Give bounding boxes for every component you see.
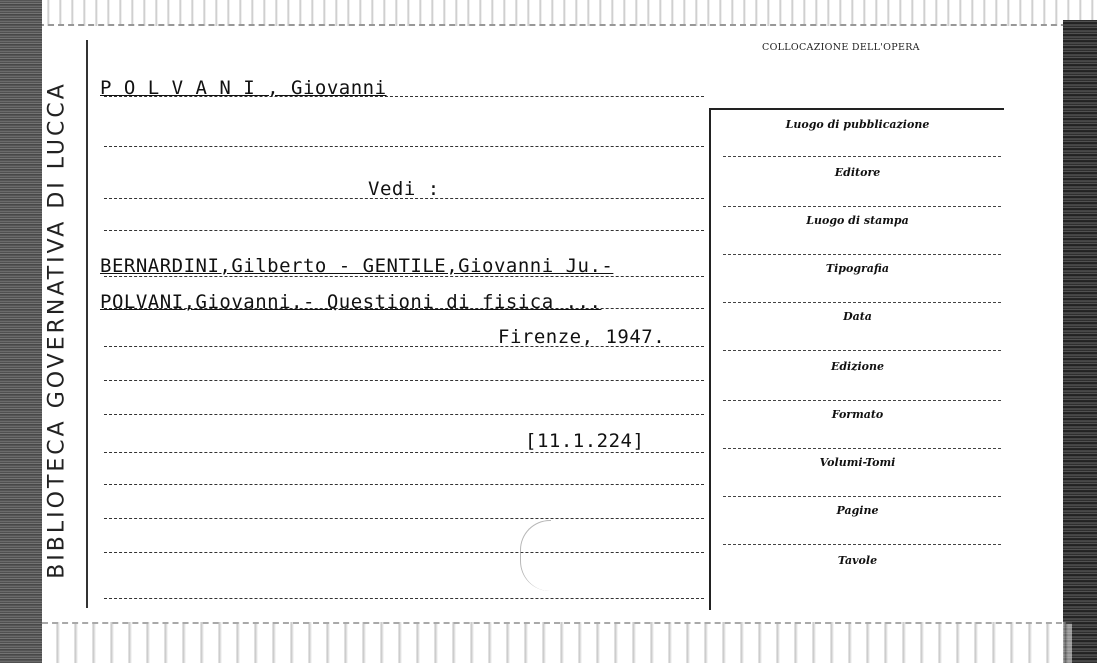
ruled-line: [104, 484, 704, 485]
ruled-line: [104, 230, 704, 231]
field-rule: [723, 302, 1001, 303]
margin-line: [86, 40, 88, 608]
scan-edge-top: [38, 0, 1097, 26]
collocation-heading: COLLOCAZIONE DELL'OPERA: [762, 42, 920, 53]
field-edition: Edizione: [830, 360, 884, 373]
scan-edge-right: [1063, 20, 1097, 663]
library-stamp: BIBLIOTECA GOVERNATIVA DI LUCCA: [44, 81, 70, 579]
field-rule: [723, 350, 1001, 351]
ruled-line: [104, 552, 704, 553]
reference-line-2: POLVANI,Giovanni.- Questioni di fisica ...: [100, 291, 602, 313]
ruled-line: [104, 518, 704, 519]
ruled-line: [104, 414, 704, 415]
ruled-line: [104, 598, 704, 599]
field-date: Data: [843, 310, 872, 323]
scan-edge-bottom: [42, 622, 1072, 663]
field-rule: [723, 544, 1001, 545]
see-reference: Vedi :: [368, 178, 440, 200]
field-rule: [723, 206, 1001, 207]
field-pages: Pagine: [836, 504, 879, 517]
field-rule: [723, 254, 1001, 255]
field-rule: [723, 448, 1001, 449]
ruled-line: [104, 380, 704, 381]
field-volumes: Volumi-Tomi: [819, 456, 896, 469]
field-place-of-publication: Luogo di pubblicazione: [785, 118, 930, 131]
reference-line-1: BERNARDINI,Gilberto - GENTILE,Giovanni Ju.-: [100, 255, 614, 277]
ruled-line: [104, 452, 704, 453]
field-rule: [723, 400, 1001, 401]
field-printer: Tipografia: [825, 262, 890, 275]
field-place-of-printing: Luogo di stampa: [806, 214, 909, 227]
ruled-line: [104, 146, 704, 147]
pencil-mark: [520, 520, 551, 591]
field-format: Formato: [831, 408, 884, 421]
field-rule: [723, 496, 1001, 497]
collocation-fields: [709, 108, 1004, 610]
field-publisher: Editore: [834, 166, 881, 179]
reference-line-3: Firenze, 1947.: [498, 326, 666, 348]
author-heading: P O L V A N I , Giovanni: [100, 77, 387, 99]
shelf-mark: [11.1.224]: [525, 430, 645, 452]
field-plates: Tavole: [837, 554, 878, 567]
scan-edge-left: [0, 0, 42, 663]
field-rule: [723, 156, 1001, 157]
